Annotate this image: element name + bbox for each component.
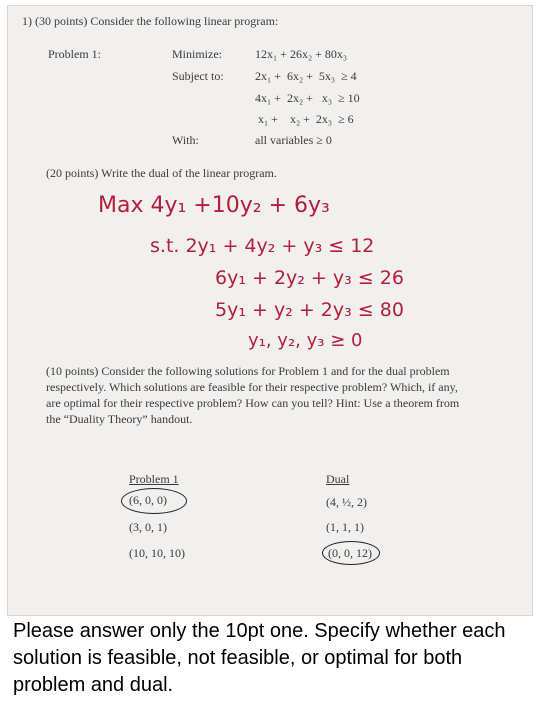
question-1-header: 1) (30 points) Consider the following linear program: <box>22 14 279 28</box>
handwritten-dual-constraint-2: 6y₁ + 2y₂ + y₃ ≤ 26 <box>215 267 404 289</box>
question-3-line-4: the “Duality Theory” handout. <box>46 412 193 426</box>
constraint-2: 4x₁ + 2x₂ + x₃ ≥ 10 <box>255 91 360 105</box>
dual-solution: (1, 1, 1) <box>326 520 364 534</box>
problem-1-solution: (6, 0, 0) <box>129 493 167 507</box>
problem-1-column-header: Problem 1 <box>129 472 179 486</box>
nonnegativity: all variables ≥ 0 <box>255 133 332 147</box>
handwritten-dual-constraint-1: s.t. 2y₁ + 4y₂ + y₃ ≤ 12 <box>150 235 375 257</box>
handwritten-dual-nonnegativity: y₁, y₂, y₃ ≥ 0 <box>248 330 363 351</box>
subject-to-label: Subject to: <box>172 69 224 83</box>
question-2-header: (20 points) Write the dual of the linear program. <box>46 166 277 180</box>
dual-column-header: Dual <box>326 472 350 486</box>
handwritten-dual-constraint-3: 5y₁ + y₂ + 2y₃ ≤ 80 <box>215 299 404 321</box>
dual-solution: (0, 0, 12) <box>328 546 372 560</box>
dual-solution: (4, ½, 2) <box>326 495 367 509</box>
question-3-line-1: (10 points) Consider the following solutions for Problem 1 and for the dual problem <box>46 364 450 378</box>
question-3-line-2: respectively. Which solutions are feasible for their respective problem? Which, if any, <box>46 380 458 394</box>
minimize-label: Minimize: <box>172 47 222 61</box>
with-label: With: <box>172 133 199 147</box>
problem-1-solution: (10, 10, 10) <box>129 546 185 560</box>
constraint-3: x₁ + x₂ + 2x₃ ≥ 6 <box>255 112 354 126</box>
question-3-line-3: are optimal for their respective problem? How can you tell? Hint: Use a theorem from <box>46 396 460 410</box>
problem-label: Problem 1: <box>48 47 101 61</box>
objective-function: 12x₁ + 26x₂ + 80x₃ <box>255 47 348 61</box>
handwritten-dual-objective: Max 4y₁ +10y₂ + 6y₃ <box>98 193 330 218</box>
homework-photo <box>7 5 533 616</box>
constraint-1: 2x₁ + 6x₂ + 5x₃ ≥ 4 <box>255 69 357 83</box>
problem-1-solution: (3, 0, 1) <box>129 520 167 534</box>
request-caption: Please answer only the 10pt one. Specify whether each solution is feasible, not feasible, or optimal for both problem and dual. <box>13 620 506 696</box>
